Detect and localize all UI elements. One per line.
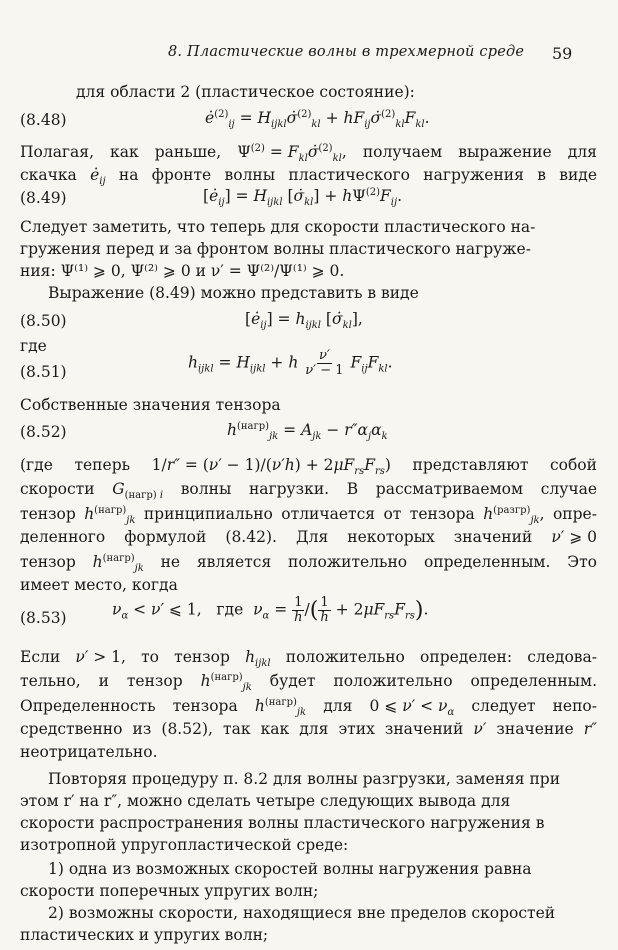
para6-line2: этом r′ на r″, можно сделать четыре следующих вывода для xyxy=(20,792,511,810)
para6-line1: Повторяя процедуру п. 8.2 для волны разгрузки, заменяя при xyxy=(48,770,561,788)
eq-8-53-number: (8.53) xyxy=(20,609,67,627)
where-word: где xyxy=(20,337,47,355)
list-item-1-line1: 1) одна из возможных скоростей волны нагружения равна xyxy=(48,860,532,878)
eq-8-49-number: (8.49) xyxy=(20,189,67,207)
eq-8-48: $ė^{(2)}_{ij}$ = $H_{ijkl}\sigmȧ^{(2)}_{kl}$ + $hF_{ij}\sigmȧ^{(2)}_{kl}F_{kl}$. xyxy=(205,108,430,131)
para2-line2: гружения перед и за фронтом волны пластического нагруже- xyxy=(20,240,531,258)
eq-8-51-number: (8.51) xyxy=(20,363,67,381)
page-number: 59 xyxy=(552,44,573,63)
para5-line5: неотрицательно. xyxy=(20,743,158,761)
intro-line: для области 2 (пластическое состояние): xyxy=(76,83,415,101)
para4-line2: скорости $G_{(нагр) i}$ волны нагрузки. В рассматриваемом случае xyxy=(20,480,597,502)
para6-line4: изотропной упругопластической среде: xyxy=(20,836,349,854)
para1-line2: скачка $ė_{ij}$ на фронте волны пластического нагружения в виде xyxy=(20,166,597,188)
para5-line3: Определенность тензора $h^{(нагр)}_{jk}$ для 0 ⩽ $\nu' < \nu_\alpha$ следует непо- xyxy=(20,696,597,719)
para4-line5: тензор $h^{(нагр)}_{jk}$ не является положительно определенным. Это xyxy=(20,552,597,575)
eq-8-52: $h^{(нагр)}_{jk} = A_{jk} - r''\alpha_j\alpha_k$ xyxy=(227,420,388,443)
eq-8-50-number: (8.50) xyxy=(20,312,67,330)
para4-line6: имеет место, когда xyxy=(20,576,178,594)
para4-line4: деленного формулой (8.42). Для некоторых значений ν′ ⩾ 0 xyxy=(20,528,597,546)
eq-8-51: $h_{ijkl} = H_{ijkl} + h$ $\frac{\nu'}{\nu' - 1}$ $F_{ij}F_{kl}$. xyxy=(188,348,393,378)
para3: Собственные значения тензора xyxy=(20,396,281,414)
para4-line1: (где теперь $1/r'' = (\nu' - 1)/(\nu'h) + 2\mu F_{rs}F_{rs}$) представляют собой xyxy=(20,456,597,478)
para2-line3: ния: Ψ⁽¹⁾ ⩾ 0, Ψ⁽²⁾ ⩾ 0 и ν′ = Ψ⁽²⁾/Ψ⁽¹⁾ ⩾ 0. xyxy=(20,262,345,280)
eq-8-52-number: (8.52) xyxy=(20,423,67,441)
para6-line3: скорости распространения волны пластического нагружения в xyxy=(20,814,545,832)
eq-8-53: $\nu_\alpha < \nu'$ ⩽ 1, где $\nu_\alpha$ = $\frac{1}{h}$ /( $\frac{1}{h}$ + $2\mu F_{rs}F_{rs}$). xyxy=(112,595,429,625)
running-title: 8. Пластические волны в трехмерной среде xyxy=(168,44,525,60)
para1-line1: Полагая, как раньше, $\Psi^{(2)}$ = $F_{kl}\sigmȧ^{(2)}_{kl}$, получаем выражение для xyxy=(20,142,597,165)
eq-8-50: $[ė_{ij}] = h_{ijkl}$ $[\sigmȧ_{kl}]$, xyxy=(245,310,363,332)
para5-line1: Если ν′ > 1, то тензор $h_{ijkl}$ положительно определен: следова- xyxy=(20,648,597,670)
para2-line4: Выражение (8.49) можно представить в виде xyxy=(48,284,419,302)
eq-8-48-number: (8.48) xyxy=(20,111,67,129)
eq-8-49: $[ė_{ij}] = H_{ijkl}$ $[\sigmȧ_{kl}] + h\Psi^{(2)}F_{ij}$. xyxy=(203,186,403,209)
para5-line4: средственно из (8.52), так как для этих значений ν′ значение r″ xyxy=(20,720,597,738)
list-item-1-line2: скорости поперечных упругих волн; xyxy=(20,882,319,900)
list-item-2-line2: пластических и упругих волн; xyxy=(20,926,269,944)
para2-line1: Следует заметить, что теперь для скорости пластического на- xyxy=(20,218,536,236)
para5-line2: тельно, и тензор $h^{(нагр)}_{jk}$ будет положительно определенным. xyxy=(20,671,597,694)
para4-line3: тензор $h^{(нагр)}_{jk}$ принципиально отличается от тензора $h^{(разгр)}_{jk}$, опре- xyxy=(20,504,597,527)
list-item-2-line1: 2) возможны скорости, находящиеся вне пределов скоростей xyxy=(48,904,556,922)
